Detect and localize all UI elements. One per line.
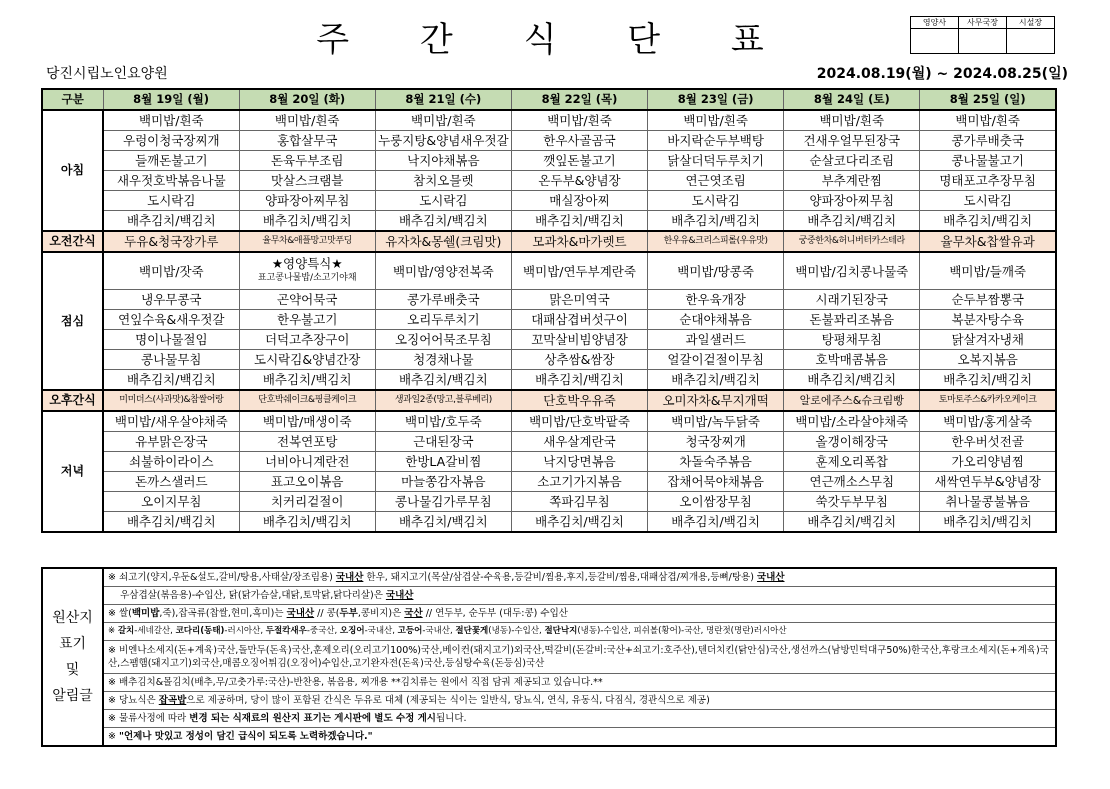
special-meal-title: ★영양특식★ bbox=[271, 256, 343, 271]
lunch-row bbox=[42, 370, 1056, 391]
weekly-menu-table bbox=[41, 88, 1057, 533]
lunch-cell: 배추김치/백김치 bbox=[511, 370, 647, 391]
dinner-cell: 근대된장국 bbox=[375, 432, 511, 452]
breakfast-cell: 배추김치/백김치 bbox=[920, 211, 1056, 232]
lunch-cell: 상추쌈&쌈장 bbox=[511, 350, 647, 370]
am-snack-item: 한우유&크리스피롤(우유맛) bbox=[648, 231, 784, 252]
lunch-cell: 콩가루배춧국 bbox=[375, 290, 511, 310]
dinner-cell: 너비아니계란전 bbox=[239, 452, 375, 472]
notes-label: 원산지 표기 및 알림글 bbox=[42, 568, 103, 746]
breakfast-row bbox=[42, 131, 1056, 151]
dinner-row bbox=[42, 432, 1056, 452]
breakfast-cell: 백미밥/흰죽 bbox=[784, 110, 920, 131]
lunch-cell: 탕평채무침 bbox=[784, 330, 920, 350]
dinner-cell: 백미밥/매생이죽 bbox=[239, 411, 375, 432]
header-day: 8월 24일 (토) bbox=[784, 89, 920, 110]
lunch-cell: 백미밥/영양전복죽 bbox=[375, 252, 511, 290]
dinner-cell: 오이지무침 bbox=[103, 492, 239, 512]
lunch-cell: 백미밥/땅콩죽 bbox=[648, 252, 784, 290]
lunch-cell: 얼갈이겉절이무침 bbox=[648, 350, 784, 370]
breakfast-cell: 도시락김 bbox=[648, 191, 784, 211]
breakfast-cell: 백미밥/흰죽 bbox=[239, 110, 375, 131]
breakfast-cell: 누룽지탕&양념새우젓갈 bbox=[375, 131, 511, 151]
lunch-cell: 호박매콤볶음 bbox=[784, 350, 920, 370]
am-snack-item: 두유&청국장가루 bbox=[103, 231, 239, 252]
lunch-row bbox=[42, 330, 1056, 350]
header-day: 8월 22일 (목) bbox=[511, 89, 647, 110]
dinner-cell: 배추김치/백김치 bbox=[239, 512, 375, 533]
approval-head-label: 시설장 bbox=[1007, 17, 1055, 29]
dinner-cell: 백미밥/홍게살죽 bbox=[920, 411, 1056, 432]
am-snack-item: 유자차&몽쉘(크림맛) bbox=[375, 231, 511, 252]
dinner-cell: 취나물콩불볶음 bbox=[920, 492, 1056, 512]
lunch-cell: 배추김치/백김치 bbox=[784, 370, 920, 391]
breakfast-cell: 부추계란찜 bbox=[784, 171, 920, 191]
lunch-cell: 배추김치/백김치 bbox=[103, 370, 239, 391]
approval-dietitian-sign bbox=[911, 29, 959, 54]
lunch-cell: 돈불꽈리조볶음 bbox=[784, 310, 920, 330]
pm-snack-item: 단호박우유죽 bbox=[511, 390, 647, 411]
breakfast-cell: 깻잎돈불고기 bbox=[511, 151, 647, 171]
breakfast-cell: 홍합살무국 bbox=[239, 131, 375, 151]
lunch-cell: 도시락김&양념간장 bbox=[239, 350, 375, 370]
breakfast-cell: 온두부&양념장 bbox=[511, 171, 647, 191]
lunch-cell: 시래기된장국 bbox=[784, 290, 920, 310]
am-snack-item: 율무차&찹쌀유과 bbox=[920, 231, 1056, 252]
header-label: 구분 bbox=[42, 89, 103, 110]
lunch-cell: 냉우무콩국 bbox=[103, 290, 239, 310]
pm-snack-item: 생과일2종(망고,블루베리) bbox=[375, 390, 511, 411]
breakfast-cell: 한우사골곰국 bbox=[511, 131, 647, 151]
dinner-cell: 돈까스샐러드 bbox=[103, 472, 239, 492]
breakfast-row bbox=[42, 151, 1056, 171]
breakfast-cell: 낙지야채볶음 bbox=[375, 151, 511, 171]
breakfast-cell: 들깨돈불고기 bbox=[103, 151, 239, 171]
origin-note-meat: ※ 쇠고기(양지,우둔&설도,갈비/탕용,사태살/장조림용) 국내산 한우, 돼지고기(목살/삼겹살-수육용,등갈비/찜용,후지,등갈비/찜용,대패삼겹/찌개용,등뼈/탕용) 국내산 bbox=[103, 568, 1056, 587]
dinner-cell: 배추김치/백김치 bbox=[103, 512, 239, 533]
dinner-cell: 마늘쫑감자볶음 bbox=[375, 472, 511, 492]
header-day: 8월 20일 (화) bbox=[239, 89, 375, 110]
dinner-cell: 배추김치/백김치 bbox=[511, 512, 647, 533]
lunch-cell: 명이나물절임 bbox=[103, 330, 239, 350]
pm-snack-item: 토마토주스&카카오케이크 bbox=[920, 390, 1056, 411]
lunch-cell: 백미밥/들깨죽 bbox=[920, 252, 1056, 290]
lunch-cell: 백미밥/잣죽 bbox=[103, 252, 239, 290]
lunch-cell: 꼬막살비빔양념장 bbox=[511, 330, 647, 350]
lunch-row bbox=[42, 310, 1056, 330]
header-row bbox=[42, 89, 1056, 110]
dinner-row bbox=[42, 452, 1056, 472]
breakfast-cell: 백미밥/흰죽 bbox=[648, 110, 784, 131]
dinner-cell: 백미밥/단호박팥죽 bbox=[511, 411, 647, 432]
lunch-label: 점심 bbox=[42, 252, 103, 390]
am-snack-row bbox=[42, 231, 1056, 252]
lunch-cell: 더덕고추장구이 bbox=[239, 330, 375, 350]
lunch-cell: 닭살겨자냉채 bbox=[920, 330, 1056, 350]
lunch-cell: 오복지볶음 bbox=[920, 350, 1056, 370]
lunch-cell: 곤약어묵국 bbox=[239, 290, 375, 310]
lunch-section bbox=[42, 252, 1056, 390]
breakfast-cell: 건새우얼무된장국 bbox=[784, 131, 920, 151]
lunch-cell: 복분자탕수육 bbox=[920, 310, 1056, 330]
dinner-cell: 한방LA갈비찜 bbox=[375, 452, 511, 472]
am-snack-item: 궁중한차&허니버터카스테라 bbox=[784, 231, 920, 252]
origin-note-pork-chicken: 우삼겹살(볶음용)-수입산, 닭(닭가슴살,대닭,토막닭,닭다리살)은 국내산 bbox=[103, 587, 1056, 605]
origin-note-processed: ※ 비엔나소세지(돈+계육)국산,돌만두(돈육)국산,훈제오리(오리고기100%)국산,베이컨(돼지고기)외국산,떡갈비(돈갈비:국산+쇠고기:호주산),텐더치킨(닭안심)국산,생선까스(남방민턱대구50%)한국산,후랑크소세지(돈+계육)국산,스팸햄(돼지고기)외국산,매콤오징어튀김(오징어)수입산,고기완자전(돈육)국산,등심탕수육(돈등심)국산 bbox=[103, 641, 1056, 674]
breakfast-section bbox=[42, 110, 1056, 231]
diabetic-diet-note: ※ 당뇨식은 잡곡밥으로 제공하며, 당이 많이 포함된 간식은 두유로 대체 (제공되는 식이는 일반식, 당뇨식, 연식, 유동식, 다짐식, 경관식으로 제공) bbox=[103, 692, 1056, 710]
dinner-cell: 쪽파김무침 bbox=[511, 492, 647, 512]
pm-snack-item: 단호박쉐이크&핑클케이크 bbox=[239, 390, 375, 411]
breakfast-cell: 백미밥/흰죽 bbox=[920, 110, 1056, 131]
breakfast-row bbox=[42, 171, 1056, 191]
lunch-cell: 오징어어묵조무침 bbox=[375, 330, 511, 350]
breakfast-cell: 배추김치/백김치 bbox=[239, 211, 375, 232]
approval-dietitian-label: 영양사 bbox=[911, 17, 959, 29]
header-day: 8월 25일 (일) bbox=[920, 89, 1056, 110]
dinner-cell: 유부맑은장국 bbox=[103, 432, 239, 452]
dinner-row bbox=[42, 512, 1056, 533]
dinner-cell: 백미밥/새우살야채죽 bbox=[103, 411, 239, 432]
lunch-cell: 청경채나물 bbox=[375, 350, 511, 370]
breakfast-cell: 백미밥/흰죽 bbox=[375, 110, 511, 131]
breakfast-cell: 순살코다리조림 bbox=[784, 151, 920, 171]
lunch-cell: 한우육개장 bbox=[648, 290, 784, 310]
lunch-cell: 과일샐러드 bbox=[648, 330, 784, 350]
dinner-cell: 낙지당면볶음 bbox=[511, 452, 647, 472]
breakfast-cell: 참치오믈렛 bbox=[375, 171, 511, 191]
lunch-cell: 순두부짬뽕국 bbox=[920, 290, 1056, 310]
lunch-cell: 대패삼겹버섯구이 bbox=[511, 310, 647, 330]
breakfast-cell: 우렁이청국장찌개 bbox=[103, 131, 239, 151]
dinner-cell: 차돌숙주볶음 bbox=[648, 452, 784, 472]
approval-head-sign bbox=[1007, 29, 1055, 54]
pm-snack-label: 오후간식 bbox=[42, 390, 103, 411]
dinner-cell: 백미밥/녹두닭죽 bbox=[648, 411, 784, 432]
notes-table bbox=[41, 567, 1057, 747]
breakfast-cell: 새우젓호박볶음나물 bbox=[103, 171, 239, 191]
breakfast-cell: 배추김치/백김치 bbox=[511, 211, 647, 232]
lunch-cell: 백미밥/연두부계란죽 bbox=[511, 252, 647, 290]
dinner-cell: 쇠불하이라이스 bbox=[103, 452, 239, 472]
special-meal-subtitle: 표고콩나물밥/소고기야채 bbox=[257, 273, 357, 283]
breakfast-cell: 백미밥/흰죽 bbox=[103, 110, 239, 131]
lunch-cell: 맑은미역국 bbox=[511, 290, 647, 310]
dinner-section bbox=[42, 411, 1056, 532]
dinner-row bbox=[42, 411, 1056, 432]
dinner-cell: 쑥갓두부무침 bbox=[784, 492, 920, 512]
lunch-special-cell bbox=[239, 252, 375, 290]
breakfast-cell: 도시락김 bbox=[103, 191, 239, 211]
lunch-cell: 배추김치/백김치 bbox=[648, 370, 784, 391]
dinner-row bbox=[42, 492, 1056, 512]
header-day: 8월 21일 (수) bbox=[375, 89, 511, 110]
dinner-cell: 표고오이볶음 bbox=[239, 472, 375, 492]
pm-snack-row bbox=[42, 390, 1056, 411]
pm-snack-item: 알로에주스&슈크림빵 bbox=[784, 390, 920, 411]
breakfast-cell: 콩나물불고기 bbox=[920, 151, 1056, 171]
dinner-cell: 배추김치/백김치 bbox=[784, 512, 920, 533]
lunch-cell: 연잎수육&새우젓갈 bbox=[103, 310, 239, 330]
breakfast-cell: 배추김치/백김치 bbox=[784, 211, 920, 232]
lunch-cell: 순대야채볶음 bbox=[648, 310, 784, 330]
breakfast-cell: 바지락순두부백탕 bbox=[648, 131, 784, 151]
lunch-row bbox=[42, 252, 1056, 290]
breakfast-cell: 도시락김 bbox=[920, 191, 1056, 211]
lunch-cell: 배추김치/백김치 bbox=[239, 370, 375, 391]
approval-director-label: 사무국장 bbox=[959, 17, 1007, 29]
dinner-cell: 새우살계란국 bbox=[511, 432, 647, 452]
facility-name: 당진시립노인요양원 bbox=[46, 66, 168, 82]
am-snack-item: 율무차&애플망고맛푸딩 bbox=[239, 231, 375, 252]
dinner-cell: 청국장찌개 bbox=[648, 432, 784, 452]
menu-period: 2024.08.19(월) ~ 2024.08.25(일) bbox=[816, 66, 1068, 82]
breakfast-cell: 닭살더덕두루치기 bbox=[648, 151, 784, 171]
page-title: 주 간 식 단 표 bbox=[316, 20, 794, 60]
dinner-cell: 콩나물김가루무침 bbox=[375, 492, 511, 512]
dinner-cell: 소고기가지볶음 bbox=[511, 472, 647, 492]
breakfast-cell: 매실장아찌 bbox=[511, 191, 647, 211]
breakfast-cell: 배추김치/백김치 bbox=[648, 211, 784, 232]
lunch-row bbox=[42, 290, 1056, 310]
dinner-row bbox=[42, 472, 1056, 492]
breakfast-cell: 도시락김 bbox=[375, 191, 511, 211]
breakfast-row bbox=[42, 191, 1056, 211]
breakfast-cell: 백미밥/흰죽 bbox=[511, 110, 647, 131]
breakfast-cell: 콩가루배춧국 bbox=[920, 131, 1056, 151]
origin-note-seafood: ※ 갈치-세네갈산, 코다리(동태)-러시아산, 두절칵새우-중국산, 오징어-국내산, 고등어-국내산, 절단꽃게(냉동)-수입산, 절단낙지(냉동)-수입산, 피쉬볼(황어)-국산, 명란젓(명란)러시아산 bbox=[103, 623, 1056, 641]
lunch-cell: 백미밥/김치콩나물죽 bbox=[784, 252, 920, 290]
breakfast-cell: 명태포고추장무침 bbox=[920, 171, 1056, 191]
pm-snack-item: 오미자차&무지개떡 bbox=[648, 390, 784, 411]
header-day: 8월 19일 (월) bbox=[103, 89, 239, 110]
lunch-row bbox=[42, 350, 1056, 370]
dinner-cell: 새싹연두부&양념장 bbox=[920, 472, 1056, 492]
am-snack-section bbox=[42, 231, 1056, 252]
logistics-note: ※ 물류사정에 따라 변경 되는 식재료의 원산지 표기는 게시판에 별도 수정 게시됩니다. bbox=[103, 710, 1056, 728]
dinner-cell: 가오리양념찜 bbox=[920, 452, 1056, 472]
breakfast-row bbox=[42, 110, 1056, 131]
breakfast-cell: 배추김치/백김치 bbox=[103, 211, 239, 232]
lunch-cell: 배추김치/백김치 bbox=[375, 370, 511, 391]
closing-message: ※ "언제나 맛있고 정성이 담긴 급식이 되도록 노력하겠습니다." bbox=[103, 728, 1056, 747]
lunch-cell: 배추김치/백김치 bbox=[920, 370, 1056, 391]
dinner-cell: 잡채어묵야채볶음 bbox=[648, 472, 784, 492]
am-snack-item: 모과차&마가렛트 bbox=[511, 231, 647, 252]
dinner-cell: 올갱이해장국 bbox=[784, 432, 920, 452]
dinner-cell: 배추김치/백김치 bbox=[375, 512, 511, 533]
dinner-cell: 치커리겉절이 bbox=[239, 492, 375, 512]
dinner-cell: 연근깨소스무침 bbox=[784, 472, 920, 492]
dinner-cell: 백미밥/소라살야채죽 bbox=[784, 411, 920, 432]
dinner-cell: 오이쌈장무침 bbox=[648, 492, 784, 512]
breakfast-row bbox=[42, 211, 1056, 232]
dinner-cell: 백미밥/호두죽 bbox=[375, 411, 511, 432]
header-day: 8월 23일 (금) bbox=[648, 89, 784, 110]
am-snack-label: 오전간식 bbox=[42, 231, 103, 252]
breakfast-cell: 연근엿조림 bbox=[648, 171, 784, 191]
origin-note-kimchi: ※ 배추김치&몰김치(배추,무/고춧가루:국산)-반찬용, 볶음용, 찌개용 **김치류는 원에서 직접 담궈 제공되고 있습니다.** bbox=[103, 674, 1056, 692]
approval-director-sign bbox=[959, 29, 1007, 54]
dinner-cell: 배추김치/백김치 bbox=[920, 512, 1056, 533]
breakfast-label: 아침 bbox=[42, 110, 103, 231]
dinner-cell: 전복연포탕 bbox=[239, 432, 375, 452]
breakfast-cell: 맛살스크램블 bbox=[239, 171, 375, 191]
lunch-cell: 오리두루치기 bbox=[375, 310, 511, 330]
dinner-cell: 훈제오리폭찹 bbox=[784, 452, 920, 472]
lunch-cell: 콩나물무침 bbox=[103, 350, 239, 370]
lunch-cell: 한우불고기 bbox=[239, 310, 375, 330]
dinner-cell: 한우버섯전골 bbox=[920, 432, 1056, 452]
approval-box bbox=[910, 16, 1055, 54]
dinner-label: 저녁 bbox=[42, 411, 103, 532]
pm-snack-item: 미미더스(사과맛)&참쌀어랑 bbox=[103, 390, 239, 411]
origin-note-rice-bean: ※ 쌀(백미밥,죽),잡곡류(찹쌀,현미,흑미)는 국내산 // 콩(두부,콩비지)은 국산 // 연두부, 순두부 (대두:콩) 수입산 bbox=[103, 605, 1056, 623]
breakfast-cell: 돈육두부조림 bbox=[239, 151, 375, 171]
breakfast-cell: 배추김치/백김치 bbox=[375, 211, 511, 232]
breakfast-cell: 양파장아찌무침 bbox=[239, 191, 375, 211]
dinner-cell: 배추김치/백김치 bbox=[648, 512, 784, 533]
breakfast-cell: 양파장아찌무침 bbox=[784, 191, 920, 211]
pm-snack-section bbox=[42, 390, 1056, 411]
